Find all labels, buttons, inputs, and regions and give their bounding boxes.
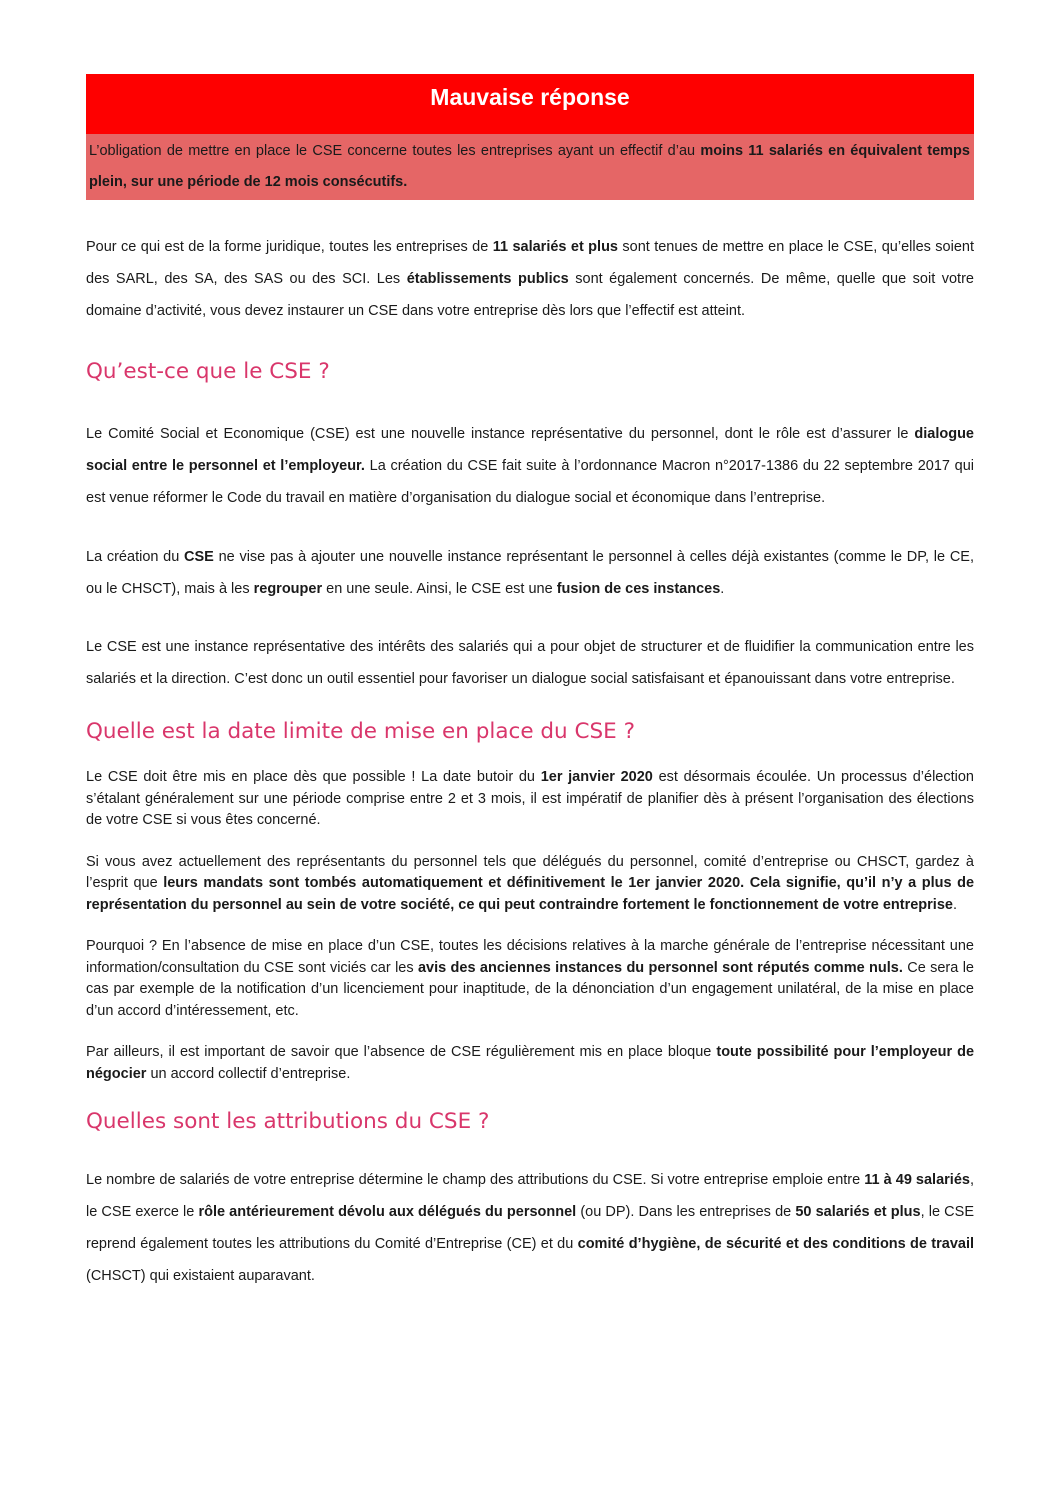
text: sont également concernés. De même, quelle que soit votre domaine d’activité, vous devez instaurer un CSE dans votre entreprise dès lors que l’effectif est atteint. — [86, 271, 974, 319]
bold-text: regrouper — [253, 581, 323, 597]
text: un accord collectif d’entreprise. — [146, 1065, 351, 1082]
bold-text: toute possibilité pour l’employeur de négocier — [86, 1044, 975, 1082]
bold-text: 50 salariés et plus — [795, 1204, 921, 1220]
deadline-paragraph-1 — [86, 767, 974, 832]
text: Pour ce qui est de la forme juridique, toutes les entreprises de — [86, 239, 493, 255]
deadline-paragraph-4 — [86, 1042, 974, 1085]
text: ne vise pas à ajouter une nouvelle instance représentant le personnel à celles déjà existantes (comme le DP, le CE, ou le CHSCT), mais à les — [86, 549, 974, 597]
banner-text-bold: moins 11 salariés en équivalent temps plein, sur une période de 12 mois consécutifs. — [89, 143, 970, 190]
text: La création du CSE fait suite à l’ordonnance Macron n°2017-1386 du 22 septembre 2017 qui est venue réformer le Code du travail en matière d’organisation du dialogue social et économique dans l’entreprise. — [86, 458, 974, 506]
bold-text: dialogue social entre le personnel et l’employeur. — [86, 426, 974, 474]
text: , le CSE exerce le — [86, 1172, 974, 1220]
document-page — [86, 74, 974, 1292]
text: La création du — [86, 549, 185, 565]
section-heading-cse: Qu’est-ce que le CSE ? — [86, 359, 330, 384]
bold-text: rôle antérieurement dévolu aux délégués du personnel — [198, 1204, 577, 1220]
section-heading-attributions: Quelles sont les attributions du CSE ? — [86, 1109, 490, 1134]
text: . — [952, 896, 957, 913]
bold-text: comité d’hygiène, de sécurité et des conditions de travail — [577, 1236, 975, 1252]
text: Le nombre de salariés de votre entreprise détermine le champ des attributions du CSE. Si votre entreprise emploie entre — [86, 1172, 865, 1188]
text: Si vous avez actuellement des représentants du personnel tels que délégués du personnel, comité d’entreprise ou CHSCT, gardez à l’esprit que — [86, 853, 974, 891]
bold-text: fusion de ces instances — [556, 581, 721, 597]
bold-text: 11 à 49 salariés — [864, 1172, 970, 1188]
answer-banner-text — [86, 134, 974, 200]
text: (ou DP). Dans les entreprises de — [576, 1204, 796, 1220]
deadline-paragraph-3 — [86, 936, 974, 1022]
bold-text: 1er janvier 2020 — [540, 769, 653, 785]
cse-paragraph-1 — [86, 418, 974, 514]
text: sont tenues de mettre en place le CSE, qu’elles soient des SARL, des SA, des SAS ou des SCI. Les — [86, 239, 974, 287]
bold-text: 11 salariés et plus — [492, 239, 618, 255]
text: est désormais écoulée. Un processus d’élection s’étalant généralement sur une période comprise entre 2 et 3 mois, il est impératif de planifier dès à présent l’organisation des élections de votre CSE si vous êtes concerné. — [86, 769, 974, 828]
text: Ce sera le cas par exemple de la notification d’un licenciement pour inaptitude, de la dénonciation d’un engagement unilatéral, de la mise en place d’un accord d’intéressement, etc. — [86, 959, 974, 1019]
cse-paragraph-3: Le CSE est une instance représentative des intérêts des salariés qui a pour objet de structurer et de fluidifier la communication entre les salariés et la direction. C’est donc un outil essentiel pour favoriser un dialogue social satisfaisant et épanouissant dans votre entreprise. — [86, 639, 974, 687]
deadline-paragraph-2 — [86, 852, 974, 917]
text: Le Comité Social et Economique (CSE) est une nouvelle instance représentative du personnel, dont le rôle est d’assurer le — [86, 426, 915, 442]
text: Par ailleurs, il est important de savoir que l’absence de CSE régulièrement mis en place bloque — [86, 1044, 717, 1060]
bold-text: CSE — [184, 549, 214, 565]
text: (CHSCT) qui existaient auparavant. — [86, 1268, 315, 1284]
text: Pourquoi ? En l’absence de mise en place d’un CSE, toutes les décisions relatives à la marche générale de l’entreprise nécessitant une information/consultation du CSE sont viciés car les — [86, 938, 974, 976]
section-heading-deadline: Quelle est la date limite de mise en place du CSE ? — [86, 719, 635, 744]
text: Le CSE doit être mis en place dès que possible ! La date butoir du — [86, 769, 541, 785]
cse-paragraph-2 — [86, 541, 974, 605]
text: , le CSE reprend également toutes les attributions du Comité d’Entreprise (CE) et du — [86, 1204, 974, 1252]
attributions-paragraph-1 — [86, 1164, 974, 1292]
bold-text: établissements publics — [406, 271, 569, 287]
banner-text-plain: L’obligation de mettre en place le CSE concerne toutes les entreprises ayant un effectif d’au — [89, 143, 701, 159]
text: en une seule. Ainsi, le CSE est une — [322, 581, 557, 597]
text: . — [720, 581, 725, 597]
intro-paragraph — [86, 231, 974, 327]
answer-banner-title: Mauvaise réponse — [86, 74, 974, 134]
bold-text: avis des anciennes instances du personnel sont réputés comme nuls. — [417, 959, 903, 976]
bold-text: leurs mandats sont tombés automatiquement et définitivement le 1er janvier 2020. Cela signifie, qu’il n’y a plus de représentation du personnel au sein de votre société, ce qui peut contraindre fortement le fonctionnement de votre entreprise — [86, 875, 975, 913]
